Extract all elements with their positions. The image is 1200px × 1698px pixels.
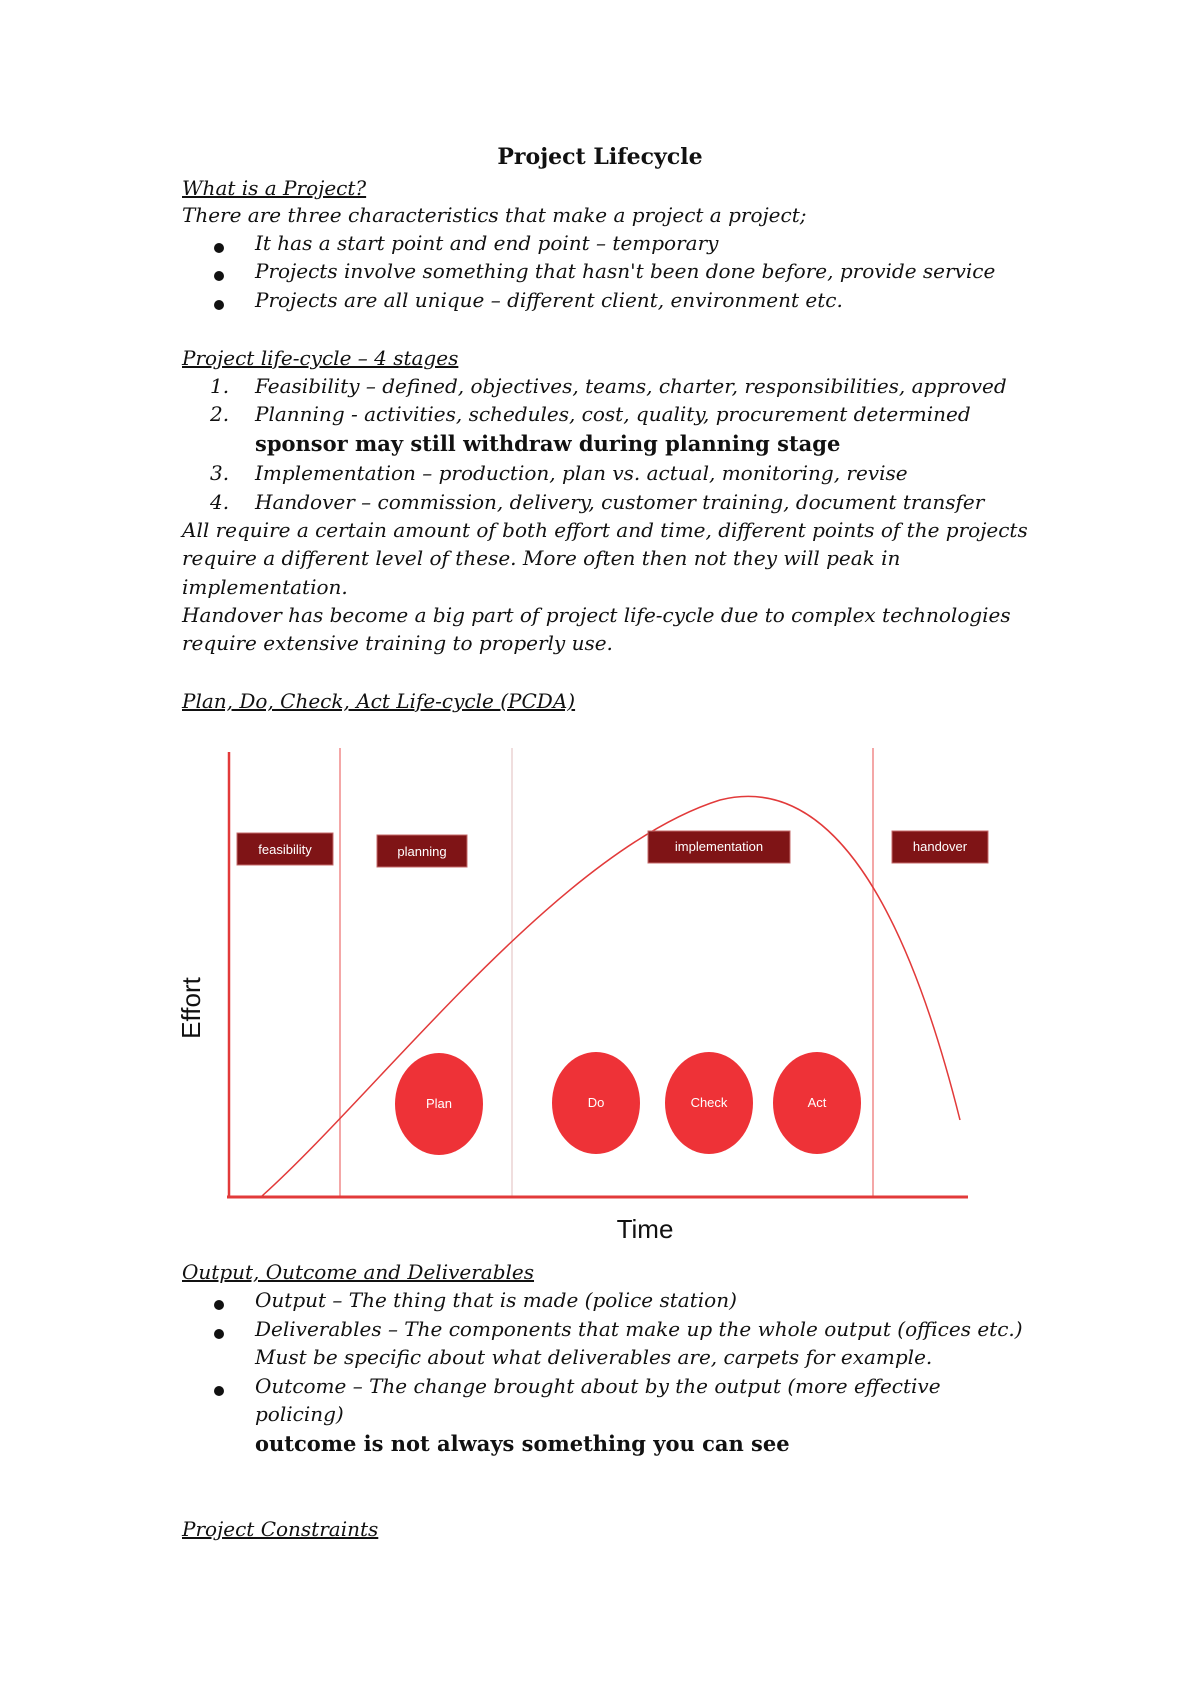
deliverables-bullet-cont: Must be specific about what deliverables are, carpets for example. — [255, 1345, 933, 1369]
stage-item-2: Planning - activities, schedules, cost, quality, procurement determined — [255, 402, 971, 426]
list-number: 2. — [210, 402, 230, 426]
outcome-bullet-cont: policing) — [255, 1402, 344, 1426]
outcome-note: outcome is not always something you can see — [255, 1431, 790, 1456]
stage-label-handover: handover — [912, 839, 968, 854]
bullet-dot — [214, 1386, 224, 1396]
section1-bullet-2: Projects involve something that hasn't been done before, provide service — [255, 259, 996, 283]
circle-label-plan: Plan — [425, 1096, 453, 1111]
section-heading-constraints: Project Constraints — [182, 1517, 379, 1541]
section-heading-output: Output, Outcome and Deliverables — [182, 1260, 535, 1284]
deliverables-bullet: Deliverables – The components that make up the whole output (offices etc.) — [255, 1317, 1023, 1341]
stage-item-1: Feasibility – defined, objectives, teams, charter, responsibilities, approved — [255, 374, 1007, 398]
y-axis-label: Effort — [176, 977, 206, 1039]
paragraph-line: require extensive training to properly use. — [182, 631, 613, 655]
x-axis-label: Time — [616, 1214, 674, 1244]
stage-label-feasibility: feasibility — [258, 842, 312, 857]
list-number: 4. — [210, 490, 230, 514]
section1-bullet-1: It has a start point and end point – temporary — [255, 231, 719, 255]
outcome-bullet: Outcome – The change brought about by the output (more effective — [255, 1374, 941, 1398]
stage-label-planning: planning — [397, 844, 447, 859]
paragraph-line: All require a certain amount of both effort and time, different points of the projects — [182, 518, 1028, 542]
list-number: 3. — [210, 461, 230, 485]
stage-item-3: Implementation – production, plan vs. actual, monitoring, revise — [255, 461, 908, 485]
circle-label-check: Check — [690, 1095, 728, 1110]
output-bullet: Output – The thing that is made (police station) — [255, 1288, 737, 1312]
paragraph-line: Handover has become a big part of project life-cycle due to complex technologies — [182, 603, 1011, 627]
section1-bullet-3: Projects are all unique – different client, environment etc. — [255, 288, 843, 312]
section1-intro: There are three characteristics that make a project a project; — [182, 203, 807, 227]
section-heading-pcda: Plan, Do, Check, Act Life-cycle (PCDA) — [182, 689, 576, 713]
paragraph-line: require a different level of these. More often then not they will peak in — [182, 546, 901, 570]
stage-label-implementation: implementation — [674, 839, 764, 854]
bullet-dot — [214, 1329, 224, 1339]
bullet-dot — [214, 1300, 224, 1310]
stage-item-4: Handover – commission, delivery, customer training, document transfer — [255, 490, 985, 514]
list-number: 1. — [210, 374, 230, 398]
section-heading-lifecycle: Project life-cycle – 4 stages — [182, 346, 459, 370]
section-heading-what-is-project: What is a Project? — [182, 176, 367, 200]
circle-label-do: Do — [587, 1095, 605, 1110]
circle-label-act: Act — [807, 1095, 827, 1110]
paragraph-line: implementation. — [182, 575, 348, 599]
planning-note: sponsor may still withdraw during planning stage — [255, 431, 841, 456]
page-title: Project Lifecycle — [497, 144, 703, 170]
